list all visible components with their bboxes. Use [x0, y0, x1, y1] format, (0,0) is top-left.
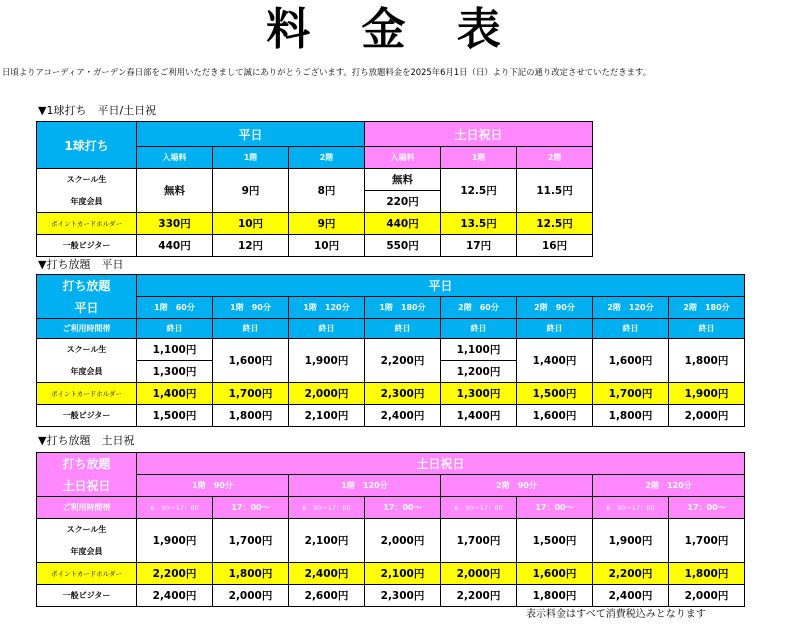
price-cell: 1,900円	[137, 519, 213, 563]
price-cell: 550円	[365, 235, 441, 257]
group-header: 2階 120分	[593, 475, 745, 497]
price-cell: 1,700円	[593, 383, 669, 405]
price-cell: 1,800円	[669, 339, 745, 383]
price-cell: 1,400円	[137, 383, 213, 405]
row-label-annual: 年度会員	[37, 361, 137, 383]
price-cell: 1,800円	[517, 585, 593, 607]
corner-subheader: 土日祝日	[37, 475, 137, 497]
price-cell: 1,500円	[517, 383, 593, 405]
time-label: ご利用時間帯	[37, 319, 137, 339]
price-cell: 1,300円	[137, 361, 213, 383]
col-header: 2階	[517, 147, 593, 169]
price-cell: 1,700円	[441, 519, 517, 563]
col-header: 入場料	[137, 147, 213, 169]
price-table-unlimited-weekday	[36, 274, 745, 427]
time-cell: 終日	[213, 319, 289, 339]
price-cell: 無料	[137, 169, 213, 213]
time-label: ご利用時間帯	[37, 497, 137, 519]
col-header: 1階 60分	[137, 297, 213, 319]
row-label-annual: 年度会員	[37, 541, 137, 563]
price-cell: 1,600円	[517, 563, 593, 585]
holiday-header: 土日祝日	[365, 122, 593, 147]
col-header: 2階 90分	[517, 297, 593, 319]
price-cell: 1,600円	[593, 339, 669, 383]
price-cell: 2,100円	[365, 563, 441, 585]
price-cell: 1,500円	[517, 519, 593, 563]
col-header: 2階 180分	[669, 297, 745, 319]
price-cell: 2,100円	[289, 405, 365, 427]
price-cell: 2,400円	[593, 585, 669, 607]
price-cell: 1,800円	[669, 563, 745, 585]
price-table-unlimited-holiday	[36, 452, 745, 607]
col-header: 入場料	[365, 147, 441, 169]
price-cell: 11.5円	[517, 169, 593, 213]
price-cell: 1,100円	[441, 339, 517, 361]
price-cell: 10円	[213, 213, 289, 235]
row-label-general: 一般ビジター	[37, 585, 137, 607]
price-cell: 1,400円	[517, 339, 593, 383]
price-cell: 10円	[289, 235, 365, 257]
time-cell: 17：00～	[365, 497, 441, 519]
row-label-annual: 年度会員	[37, 191, 137, 213]
group-header: 1階 120分	[289, 475, 441, 497]
corner-subheader: 平日	[37, 297, 137, 319]
row-label-point: ポイントカードホルダー	[37, 213, 137, 235]
price-cell: 2,000円	[213, 585, 289, 607]
price-cell: 1,300円	[441, 383, 517, 405]
price-cell: 1,900円	[669, 383, 745, 405]
price-cell: 12円	[213, 235, 289, 257]
price-cell: 9円	[289, 213, 365, 235]
price-cell: 2,300円	[365, 383, 441, 405]
holiday-header: 土日祝日	[137, 453, 745, 475]
price-cell: 1,400円	[441, 405, 517, 427]
row-label-school: スクール生	[37, 169, 137, 191]
col-header: 2階 60分	[441, 297, 517, 319]
page-title: 料 金 表	[266, 4, 519, 55]
group-header: 2階 90分	[441, 475, 593, 497]
time-cell: 6：30～17：00	[137, 497, 213, 519]
price-cell: 1,900円	[593, 519, 669, 563]
row-label-point: ポイントカードホルダー	[37, 383, 137, 405]
price-cell: 330円	[137, 213, 213, 235]
time-cell: 終日	[365, 319, 441, 339]
col-header: 1階 120分	[289, 297, 365, 319]
price-cell: 2,000円	[669, 585, 745, 607]
price-cell: 2,000円	[289, 383, 365, 405]
intro-text: 日頃よりアコーディア・ガーデン春日部をご利用いただきまして誠にありがとうございます。打ち放題料金を2025年6月1日（日）より下記の通り改定させていただきます。	[2, 67, 652, 77]
col-header: 2階	[289, 147, 365, 169]
price-cell: 1,600円	[213, 339, 289, 383]
price-cell: 440円	[137, 235, 213, 257]
col-header: 1階	[441, 147, 517, 169]
price-cell: 無料	[365, 169, 441, 191]
price-cell: 1,800円	[213, 405, 289, 427]
price-cell: 2,200円	[137, 563, 213, 585]
time-cell: 17：00～	[213, 497, 289, 519]
price-cell: 2,400円	[289, 563, 365, 585]
section-title-1: ▼1球打ち 平日/土日祝	[38, 104, 157, 117]
price-cell: 2,400円	[137, 585, 213, 607]
time-cell: 終日	[289, 319, 365, 339]
price-cell: 13.5円	[441, 213, 517, 235]
price-table-single-ball	[36, 121, 593, 257]
row-label-general: 一般ビジター	[37, 405, 137, 427]
tax-note: 表示料金はすべて消費税込みとなります	[526, 609, 706, 620]
price-cell: 2,000円	[441, 563, 517, 585]
col-header: 2階 120分	[593, 297, 669, 319]
row-label-school: スクール生	[37, 519, 137, 541]
price-cell: 1,800円	[213, 563, 289, 585]
weekday-header: 平日	[137, 275, 745, 297]
time-cell: 終日	[441, 319, 517, 339]
corner-header: 打ち放題	[37, 453, 137, 475]
time-cell: 終日	[669, 319, 745, 339]
price-cell: 2,000円	[365, 519, 441, 563]
price-cell: 2,200円	[365, 339, 441, 383]
price-cell: 1,700円	[213, 383, 289, 405]
price-cell: 2,300円	[365, 585, 441, 607]
price-cell: 1,500円	[137, 405, 213, 427]
price-cell: 1,800円	[593, 405, 669, 427]
price-cell: 17円	[441, 235, 517, 257]
corner-header: 打ち放題	[37, 275, 137, 297]
col-header: 1階	[213, 147, 289, 169]
section-title-3: ▼打ち放題 土日祝	[38, 434, 135, 447]
time-cell: 6：30～17：00	[289, 497, 365, 519]
price-cell: 2,200円	[593, 563, 669, 585]
price-cell: 2,200円	[441, 585, 517, 607]
price-cell: 1,700円	[213, 519, 289, 563]
time-cell: 終日	[593, 319, 669, 339]
time-cell: 終日	[517, 319, 593, 339]
price-cell: 1,900円	[289, 339, 365, 383]
row-label-point: ポイントカードホルダー	[37, 563, 137, 585]
price-cell: 1,200円	[441, 361, 517, 383]
row-label-general: 一般ビジター	[37, 235, 137, 257]
price-cell: 1,600円	[517, 405, 593, 427]
price-cell: 440円	[365, 213, 441, 235]
weekday-header: 平日	[137, 122, 365, 147]
price-cell: 2,100円	[289, 519, 365, 563]
group-header: 1階 90分	[137, 475, 289, 497]
time-cell: 6：30～17：00	[441, 497, 517, 519]
section-title-2: ▼打ち放題 平日	[38, 258, 124, 271]
price-cell: 2,600円	[289, 585, 365, 607]
time-cell: 6：30～17：00	[593, 497, 669, 519]
time-cell: 17：00～	[669, 497, 745, 519]
price-cell: 220円	[365, 191, 441, 213]
time-cell: 終日	[137, 319, 213, 339]
price-cell: 8円	[289, 169, 365, 213]
row-label-school: スクール生	[37, 339, 137, 361]
price-cell: 2,000円	[669, 405, 745, 427]
price-cell: 12.5円	[441, 169, 517, 213]
time-cell: 17：00～	[517, 497, 593, 519]
price-cell: 1,100円	[137, 339, 213, 361]
price-cell: 9円	[213, 169, 289, 213]
price-cell: 1,700円	[669, 519, 745, 563]
price-cell: 2,400円	[365, 405, 441, 427]
price-cell: 16円	[517, 235, 593, 257]
corner-header: 1球打ち	[37, 122, 137, 169]
price-cell: 12.5円	[517, 213, 593, 235]
col-header: 1階 180分	[365, 297, 441, 319]
col-header: 1階 90分	[213, 297, 289, 319]
